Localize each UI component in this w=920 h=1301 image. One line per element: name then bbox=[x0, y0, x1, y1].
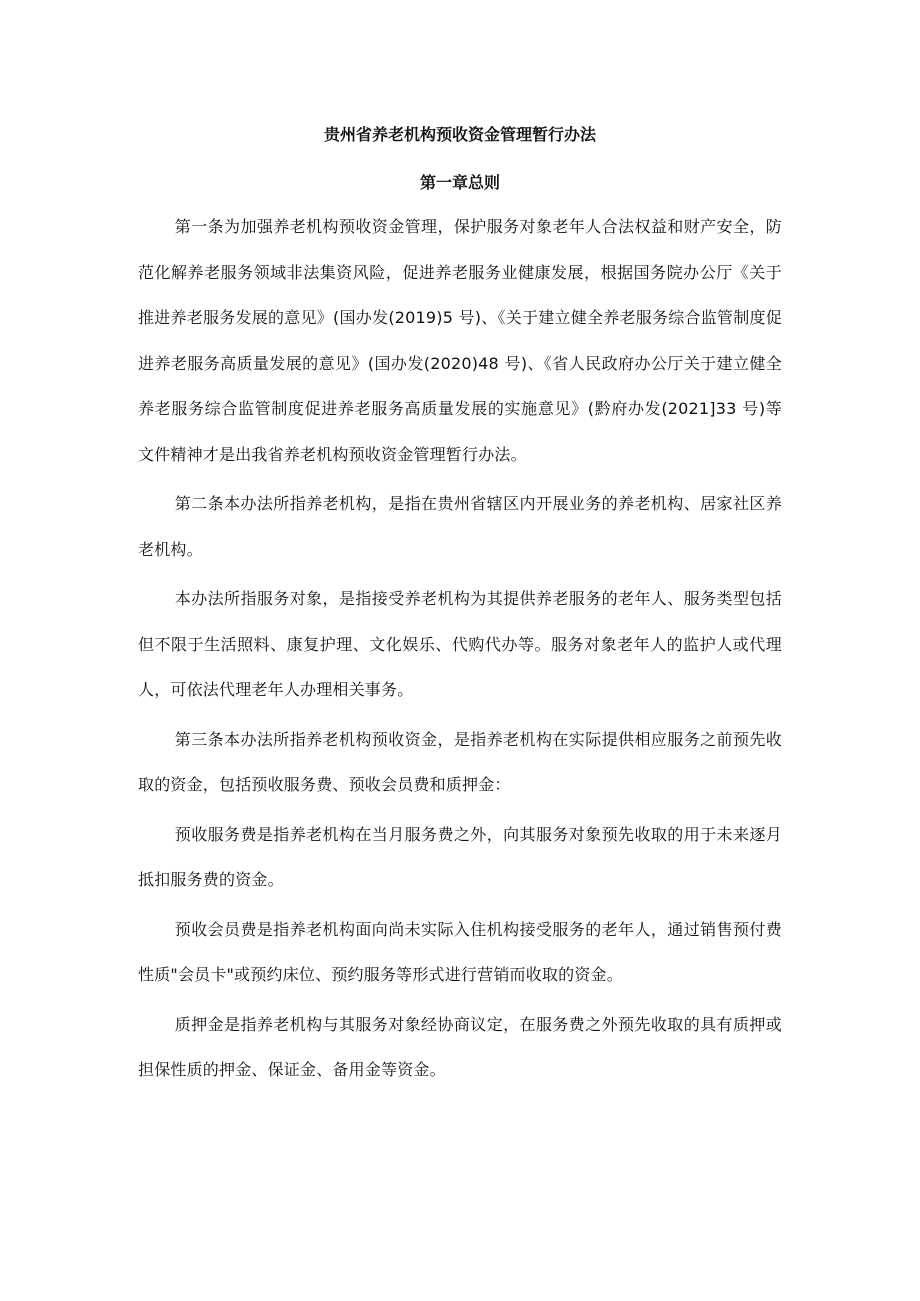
chapter-title: 第一章总则 bbox=[419, 173, 500, 192]
prepaid-membership-fee-paragraph: 预收会员费是指养老机构面向尚未实际入住机构接受服务的老年人，通过销售预付费性质"会员卡"或预约床位、预约服务等形式进行营销而收取的资金。 bbox=[138, 919, 782, 984]
service-object-paragraph: 本办法所指服务对象，是指接受养老机构为其提供养老服务的老年人、服务类型包括但不限于生活照料、康复护理、文化娱乐、代购代办等。服务对象老年人的监护人或代理人，可依法代理老年人办理相关事务。 bbox=[138, 589, 782, 699]
prepaid-service-fee-paragraph: 预收服务费是指养老机构在当月服务费之外，向其服务对象预先收取的用于未来逐月抵扣服务费的资金。 bbox=[138, 824, 782, 889]
document-title: 贵州省养老机构预收资金管理暂行办法 bbox=[323, 125, 596, 144]
deposit-paragraph: 质押金是指养老机构与其服务对象经协商议定，在服务费之外预先收取的具有质押或担保性质的押金、保证金、备用金等资金。 bbox=[138, 1014, 782, 1079]
article-3-paragraph: 第三条本办法所指养老机构预收资金，是指养老机构在实际提供相应服务之前预先收取的资金，包括预收服务费、预收会员费和质押金： bbox=[138, 729, 782, 794]
article-1-paragraph: 第一条为加强养老机构预收资金管理，保护服务对象老年人合法权益和财产安全，防范化解养老服务领域非法集资风险，促进养老服务业健康发展，根据国务院办公厅《关于推进养老服务发展的意见》(国办发(2019)5 号)、《关于建立健全养老服务综合监管制度促进养老服务高质量发展的意见》(国办发(2020)48 号)、《省人民政府办公厅关于建立健全养老服务综合监管制度促进养老服务高质量发展的实施意见》(黔府办发(2021]33 号)等文件精神才是出我省养老机构预收资金管理暂行办法。 bbox=[138, 217, 782, 464]
article-2-paragraph: 第二条本办法所指养老机构，是指在贵州省辖区内开展业务的养老机构、居家社区养老机构。 bbox=[138, 494, 782, 559]
